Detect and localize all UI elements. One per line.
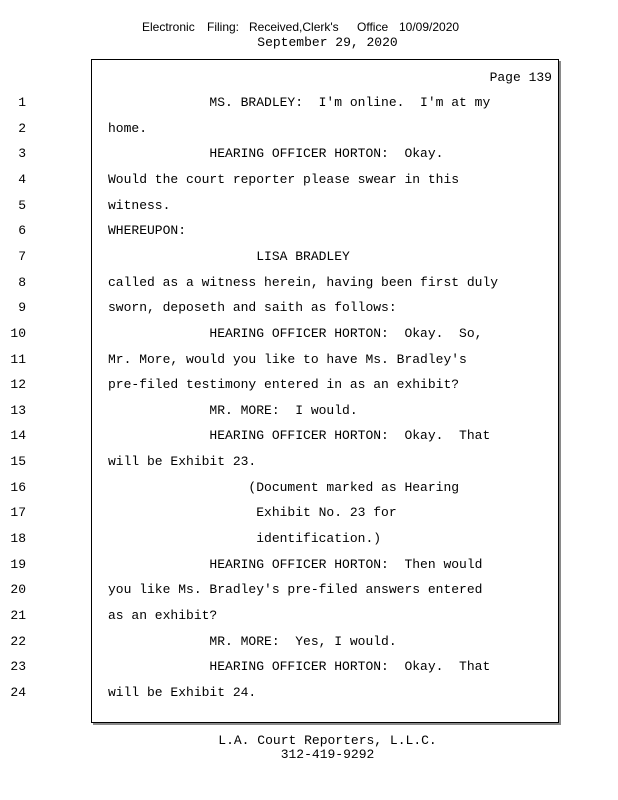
transcript-line bbox=[0, 172, 560, 192]
transcript-line bbox=[0, 531, 560, 551]
filing-stamp bbox=[0, 20, 618, 36]
line-text: Would the court reporter please swear in this bbox=[108, 171, 460, 187]
line-number: 1 bbox=[18, 95, 26, 110]
line-number: 17 bbox=[10, 505, 26, 521]
transcript-line bbox=[0, 505, 560, 525]
line-text: identification.) bbox=[108, 531, 382, 547]
line-number: 8 bbox=[18, 274, 26, 290]
line-text: Exhibit No. 23 for bbox=[108, 505, 397, 521]
line-text: called as a witness herein, having been first duly bbox=[108, 274, 499, 290]
line-text: (Document marked as Hearing bbox=[108, 479, 460, 495]
stamp-electronic: Electronic bbox=[142, 20, 195, 34]
line-number: 9 bbox=[18, 300, 26, 316]
line-number: 3 bbox=[18, 146, 26, 162]
line-text: HEARING OFFICER HORTON: Okay. That bbox=[108, 428, 491, 444]
stamp-received: Received,Clerk's bbox=[249, 20, 339, 34]
transcript-line bbox=[0, 352, 560, 372]
transcript-line bbox=[0, 377, 560, 397]
transcript-line bbox=[0, 146, 560, 166]
line-number: 16 bbox=[10, 479, 26, 495]
line-number: 6 bbox=[18, 223, 26, 239]
line-text: WHEREUPON: bbox=[108, 223, 187, 239]
line-number: 23 bbox=[10, 659, 26, 675]
transcript-line bbox=[0, 428, 560, 448]
line-number: 11 bbox=[10, 351, 26, 367]
line-text: witness. bbox=[108, 197, 171, 213]
line-text: HEARING OFFICER HORTON: Then would bbox=[108, 556, 483, 572]
line-number: 10 bbox=[10, 325, 26, 341]
line-number: 4 bbox=[18, 171, 26, 187]
line-text: HEARING OFFICER HORTON: Okay. That bbox=[108, 659, 491, 675]
transcript-line bbox=[0, 557, 560, 577]
transcript-line bbox=[0, 634, 560, 654]
line-text: pre-filed testimony entered in as an exhibit? bbox=[108, 377, 460, 393]
line-text: HEARING OFFICER HORTON: Okay. So, bbox=[108, 325, 483, 341]
line-number: 13 bbox=[10, 402, 26, 418]
line-text: MR. MORE: Yes, I would. bbox=[108, 633, 397, 649]
line-text: home. bbox=[108, 120, 148, 136]
transcript-line bbox=[0, 403, 560, 423]
line-number: 15 bbox=[10, 454, 26, 470]
hearing-date: September 29, 2020 bbox=[257, 35, 398, 50]
stamp-date: 10/09/2020 bbox=[399, 20, 460, 34]
line-text: will be Exhibit 23. bbox=[108, 454, 257, 470]
line-text: LISA BRADLEY bbox=[108, 248, 350, 264]
line-number: 5 bbox=[18, 197, 26, 213]
transcript-line bbox=[0, 223, 560, 243]
line-text: MS. BRADLEY: I'm online. I'm at my bbox=[108, 95, 491, 110]
line-number: 20 bbox=[10, 582, 26, 598]
line-text: sworn, deposeth and saith as follows: bbox=[108, 300, 397, 316]
line-text: as an exhibit? bbox=[108, 608, 218, 623]
page-number: Page 139 bbox=[489, 70, 552, 85]
line-number: 22 bbox=[10, 633, 26, 649]
transcript-line bbox=[0, 198, 560, 218]
transcript-line bbox=[0, 249, 560, 269]
line-text: MR. MORE: I would. bbox=[108, 402, 358, 418]
footer-phone: 312-419-9292 bbox=[280, 747, 375, 762]
transcript-line bbox=[0, 121, 560, 141]
line-text: you like Ms. Bradley's pre-filed answers entered bbox=[108, 582, 483, 598]
line-number: 18 bbox=[10, 531, 26, 547]
transcript-line bbox=[0, 480, 560, 500]
line-number: 19 bbox=[10, 556, 26, 572]
line-number: 14 bbox=[10, 428, 26, 444]
footer-company: L.A. Court Reporters, L.L.C. bbox=[218, 733, 437, 748]
transcript-line bbox=[0, 659, 560, 679]
stamp-office: Office bbox=[357, 20, 389, 34]
line-number: 21 bbox=[10, 608, 26, 623]
transcript-line bbox=[0, 454, 560, 474]
line-number: 2 bbox=[18, 120, 26, 136]
line-number: 7 bbox=[18, 248, 26, 264]
transcript-line bbox=[0, 95, 560, 115]
transcript-line bbox=[0, 275, 560, 295]
line-number: 24 bbox=[10, 684, 26, 700]
line-text: Mr. More, would you like to have Ms. Bradley's bbox=[108, 351, 467, 367]
line-text: HEARING OFFICER HORTON: Okay. bbox=[108, 146, 444, 162]
line-number: 12 bbox=[10, 377, 26, 393]
transcript-line bbox=[0, 300, 560, 320]
line-text: will be Exhibit 24. bbox=[108, 684, 257, 700]
transcript-line bbox=[0, 608, 560, 628]
transcript-line bbox=[0, 326, 560, 346]
transcript-line bbox=[0, 582, 560, 602]
transcript-line bbox=[0, 685, 560, 705]
stamp-filing: Filing: bbox=[207, 20, 240, 34]
